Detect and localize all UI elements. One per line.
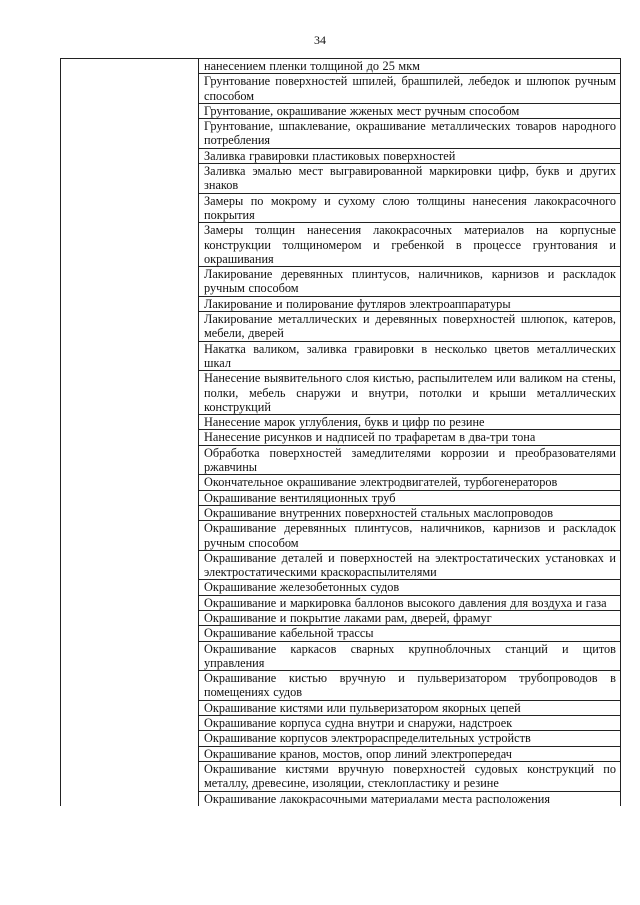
page-number: 34 [314, 33, 326, 47]
work-description-cell: Окрашивание деревянных плинтусов, наличников, карнизов и раскладок ручным способом [199, 521, 621, 551]
work-description-cell: Окрашивание и покрытие лаками рам, дверей, фрамуг [199, 610, 621, 625]
work-description-cell: Лакирование металлических и деревянных поверхностей шлюпок, катеров, мебели, дверей [199, 312, 621, 342]
work-description-cell: Нанесение выявительного слоя кистью, распылителем или валиком на стены, полки, мебель снаружи и внутри, потолки и крыши металлических конструкций [199, 371, 621, 415]
work-description-cell: Нанесение рисунков и надписей по трафаретам в два-три тона [199, 430, 621, 445]
work-description-cell: Окрашивание внутренних поверхностей стальных маслопроводов [199, 505, 621, 520]
work-description-cell: Накатка валиком, заливка гравировки в несколько цветов металлических шкал [199, 341, 621, 371]
work-description-cell: Лакирование деревянных плинтусов, наличников, карнизов и раскладок ручным способом [199, 267, 621, 297]
work-description-cell: Грунтование, окрашивание жженых мест ручным способом [199, 103, 621, 118]
work-description-cell: Нанесение марок углубления, букв и цифр по резине [199, 415, 621, 430]
work-description-cell: Обработка поверхностей замедлителями коррозии и преобразователями ржавчины [199, 445, 621, 475]
work-description-cell: Окрашивание кистями или пульверизатором якорных цепей [199, 700, 621, 715]
work-description-cell: Замеры по мокрому и сухому слою толщины нанесения лакокрасочного покрытия [199, 193, 621, 223]
work-description-cell: Окрашивание корпуса судна внутри и снаружи, надстроек [199, 716, 621, 731]
work-description-cell: Окрашивание корпусов электрораспределительных устройств [199, 731, 621, 746]
left-column-cell [61, 59, 199, 806]
work-description-cell: Грунтование, шпаклевание, окрашивание металлических товаров народного потребления [199, 119, 621, 149]
work-description-cell: нанесением пленки толщиной до 25 мкм [199, 59, 621, 74]
work-description-cell: Замеры толщин нанесения лакокрасочных материалов на корпусные конструкции толщиномером и гребенкой в процессе грунтования и окрашивания [199, 223, 621, 267]
work-description-cell: Лакирование и полирование футляров электроаппаратуры [199, 296, 621, 311]
work-description-cell: Окрашивание кабельной трассы [199, 626, 621, 641]
work-description-cell: Окрашивание вентиляционных труб [199, 490, 621, 505]
table-row [61, 59, 621, 74]
work-description-cell: Окрашивание деталей и поверхностей на электростатических установках и электростатическими краскораспылителями [199, 550, 621, 580]
work-description-cell: Заливка гравировки пластиковых поверхностей [199, 148, 621, 163]
work-description-cell: Окрашивание и маркировка баллонов высокого давления для воздуха и газа [199, 595, 621, 610]
work-description-cell: Окрашивание кистями вручную поверхностей судовых конструкций по металлу, древесине, изоляции, стеклопластику и резине [199, 761, 621, 791]
work-description-cell: Окрашивание железобетонных судов [199, 580, 621, 595]
work-description-cell: Окрашивание кранов, мостов, опор линий электропередач [199, 746, 621, 761]
work-description-cell: Заливка эмалью мест выгравированной маркировки цифр, букв и других знаков [199, 164, 621, 194]
work-description-cell: Грунтование поверхностей шпилей, брашпилей, лебедок и шлюпок ручным способом [199, 74, 621, 104]
work-description-cell: Окончательное окрашивание электродвигателей, турбогенераторов [199, 475, 621, 490]
work-description-cell: Окрашивание каркасов сварных крупноблочных станций и щитов управления [199, 641, 621, 671]
work-description-cell: Окрашивание лакокрасочными материалами места расположения [199, 791, 621, 806]
work-types-table [60, 58, 621, 806]
work-description-cell: Окрашивание кистью вручную и пульверизатором трубопроводов в помещениях судов [199, 671, 621, 701]
